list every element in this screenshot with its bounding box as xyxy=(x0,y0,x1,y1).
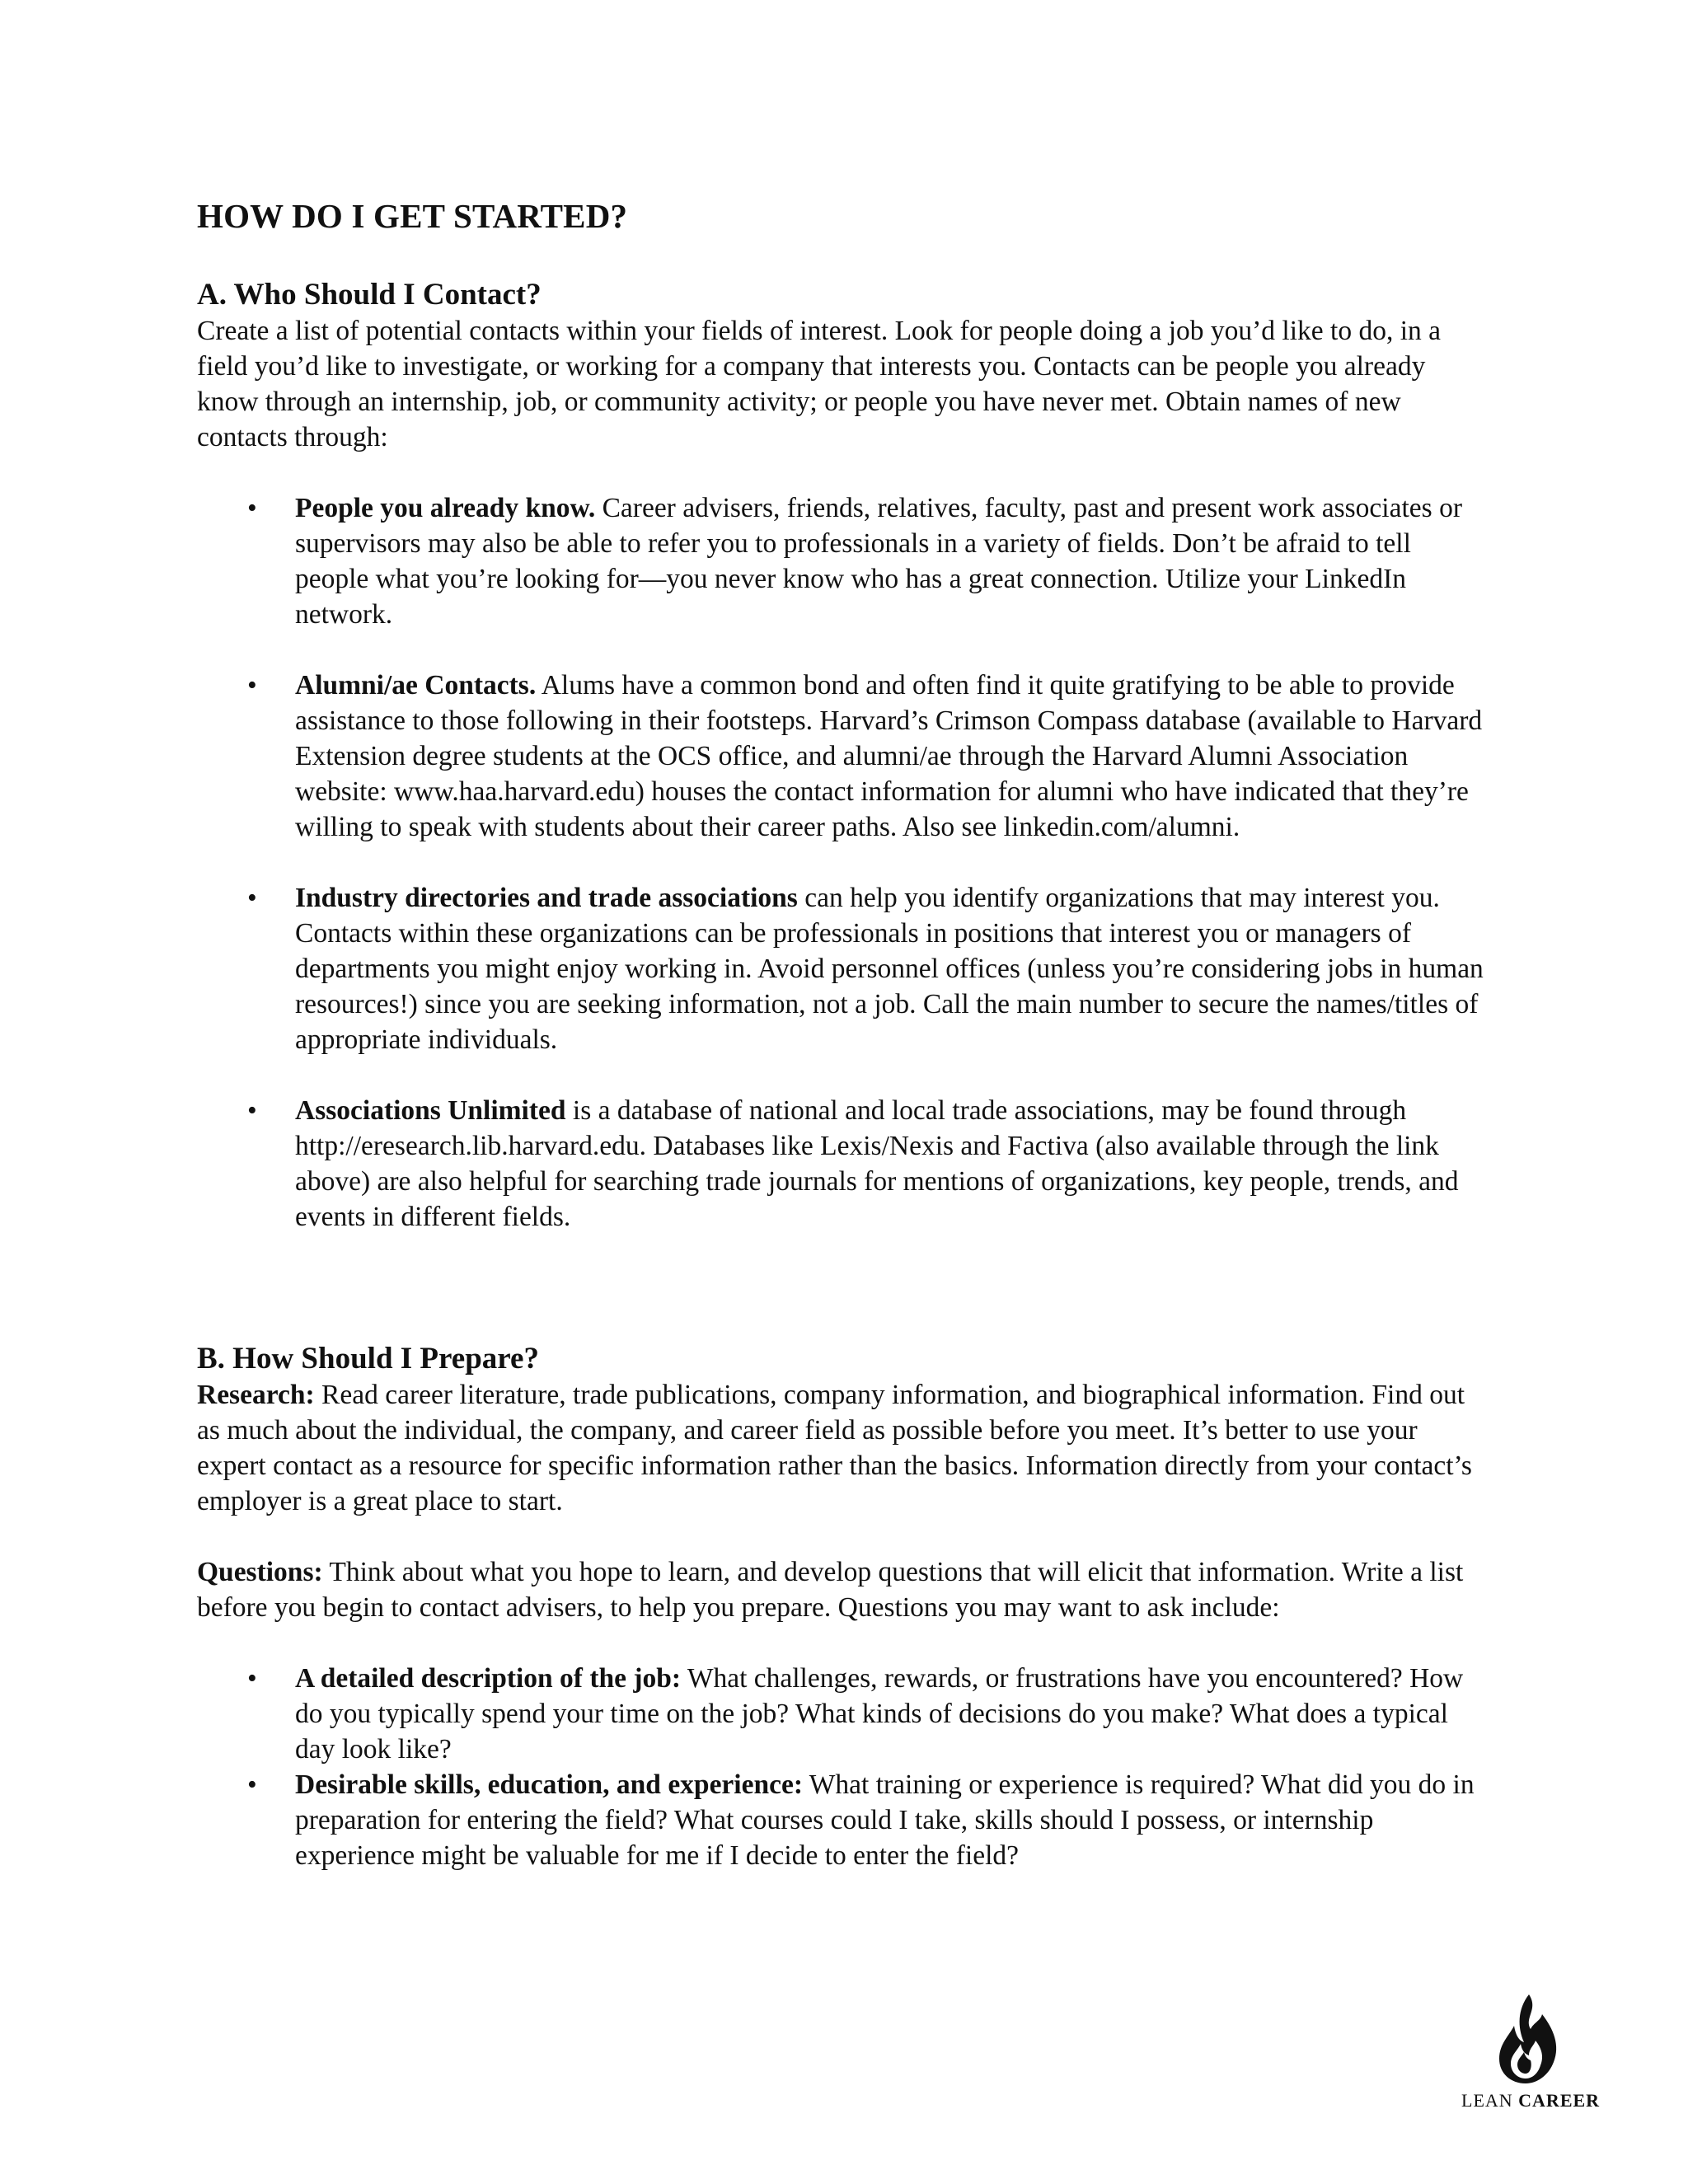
bullet-icon: • xyxy=(247,1769,257,1800)
list-item-lead: Associations Unlimited xyxy=(295,1095,566,1126)
list-item-lead: People you already know. xyxy=(295,493,596,523)
section-how-should-i-prepare xyxy=(197,1341,1491,1873)
research-text: Read career literature, trade publications, company information, and biographical information. Find out as much about the individual, the company, and career field as possible before you meet. It’s better to use your expert contact as a resource for specific information rather than the basics. Information directly from your contact’s employer is a great place to start. xyxy=(197,1380,1472,1516)
questions-lead: Questions: xyxy=(197,1557,323,1587)
questions-list xyxy=(197,1661,1491,1873)
list-item xyxy=(197,880,1491,1057)
section-who-should-i-contact xyxy=(197,277,1491,1235)
page-title: HOW DO I GET STARTED? xyxy=(197,197,628,235)
section-b-heading: B. How Should I Prepare? xyxy=(197,1342,539,1376)
bullet-icon: • xyxy=(247,1095,257,1126)
logo-word-lean: LEAN xyxy=(1461,2090,1513,2111)
list-item-text: What training or experience is required? What did you do in preparation for entering the field? What courses could I take, skills should I possess, or internship experience might be valuable for me if I decide to enter the field? xyxy=(295,1769,1475,1871)
logo-word-career: CAREER xyxy=(1518,2090,1601,2111)
list-item-lead: A detailed description of the job: xyxy=(295,1663,682,1694)
contact-sources-list xyxy=(197,490,1491,1235)
lean-career-logo xyxy=(1461,1993,1601,2111)
list-item xyxy=(197,1093,1491,1235)
questions-text: Think about what you hope to learn, and develop questions that will elicit that information. Write a list before you begin to contact advisers, to help you prepare. Questions you may want to ask include: xyxy=(197,1557,1464,1623)
section-a-intro: Create a list of potential contacts within your fields of interest. Look for people doing a job you’d like to do, in a field you’d like to investigate, or working for a company that interests you. Contacts can be people you already know through an internship, job, or community activity; or people you have never met. Obtain names of new contacts through: xyxy=(197,316,1442,452)
list-item-lead: Alumni/ae Contacts. xyxy=(295,670,537,701)
list-item-text: Alums have a common bond and often find it quite gratifying to be able to provide assistance to those following in their footsteps. Harvard’s Crimson Compass database (available to Harvard Extension degree students at the OCS office, and alumni/ae through the Harvard Alumni Association website: www.haa.harvard.edu) houses the contact information for alumni who have indicated that they’re willing to speak with students about their career paths. Also see linkedin.com/alumni. xyxy=(295,670,1483,842)
questions-paragraph xyxy=(197,1554,1491,1625)
section-a-heading: A. Who Should I Contact? xyxy=(197,278,542,312)
research-lead: Research: xyxy=(197,1380,315,1410)
bullet-icon: • xyxy=(247,670,257,701)
bullet-icon: • xyxy=(247,1663,257,1694)
list-item-lead: Desirable skills, education, and experience: xyxy=(295,1769,804,1800)
logo-wordmark xyxy=(1461,2090,1601,2111)
list-item-text: is a database of national and local trade associations, may be found through http://eresearch.lib.harvard.edu. Databases like Lexis/Nexis and Factiva (also available through the link above) are also helpful for searching trade journals for mentions of organizations, key people, trends, and events in different fields. xyxy=(295,1095,1459,1232)
list-item-text: What challenges, rewards, or frustrations have you encountered? How do you typically spend your time on the job? What kinds of decisions do you make? What does a typical day look like? xyxy=(295,1663,1464,1765)
list-item xyxy=(197,1767,1491,1873)
list-item-lead: Industry directories and trade associations xyxy=(295,883,798,913)
list-item-text: can help you identify organizations that may interest you. Contacts within these organizations can be professionals in positions that interest you or managers of departments you might enjoy working in. Avoid personnel offices (unless you’re considering jobs in human resources!) since you are seeking information, not a job. Call the main number to secure the names/titles of appropriate individuals. xyxy=(295,883,1484,1055)
flame-icon xyxy=(1493,1993,1562,2085)
research-paragraph xyxy=(197,1377,1491,1519)
bullet-icon: • xyxy=(247,493,257,523)
list-item-text: Career advisers, friends, relatives, faculty, past and present work associates or supervisors may also be able to refer you to professionals in a variety of fields. Don’t be afraid to tell people what you’re looking for—you never know who has a great connection. Utilize your LinkedIn network. xyxy=(295,493,1462,630)
list-item xyxy=(197,490,1491,632)
bullet-icon: • xyxy=(247,883,257,913)
list-item xyxy=(197,668,1491,845)
list-item xyxy=(197,1661,1491,1767)
